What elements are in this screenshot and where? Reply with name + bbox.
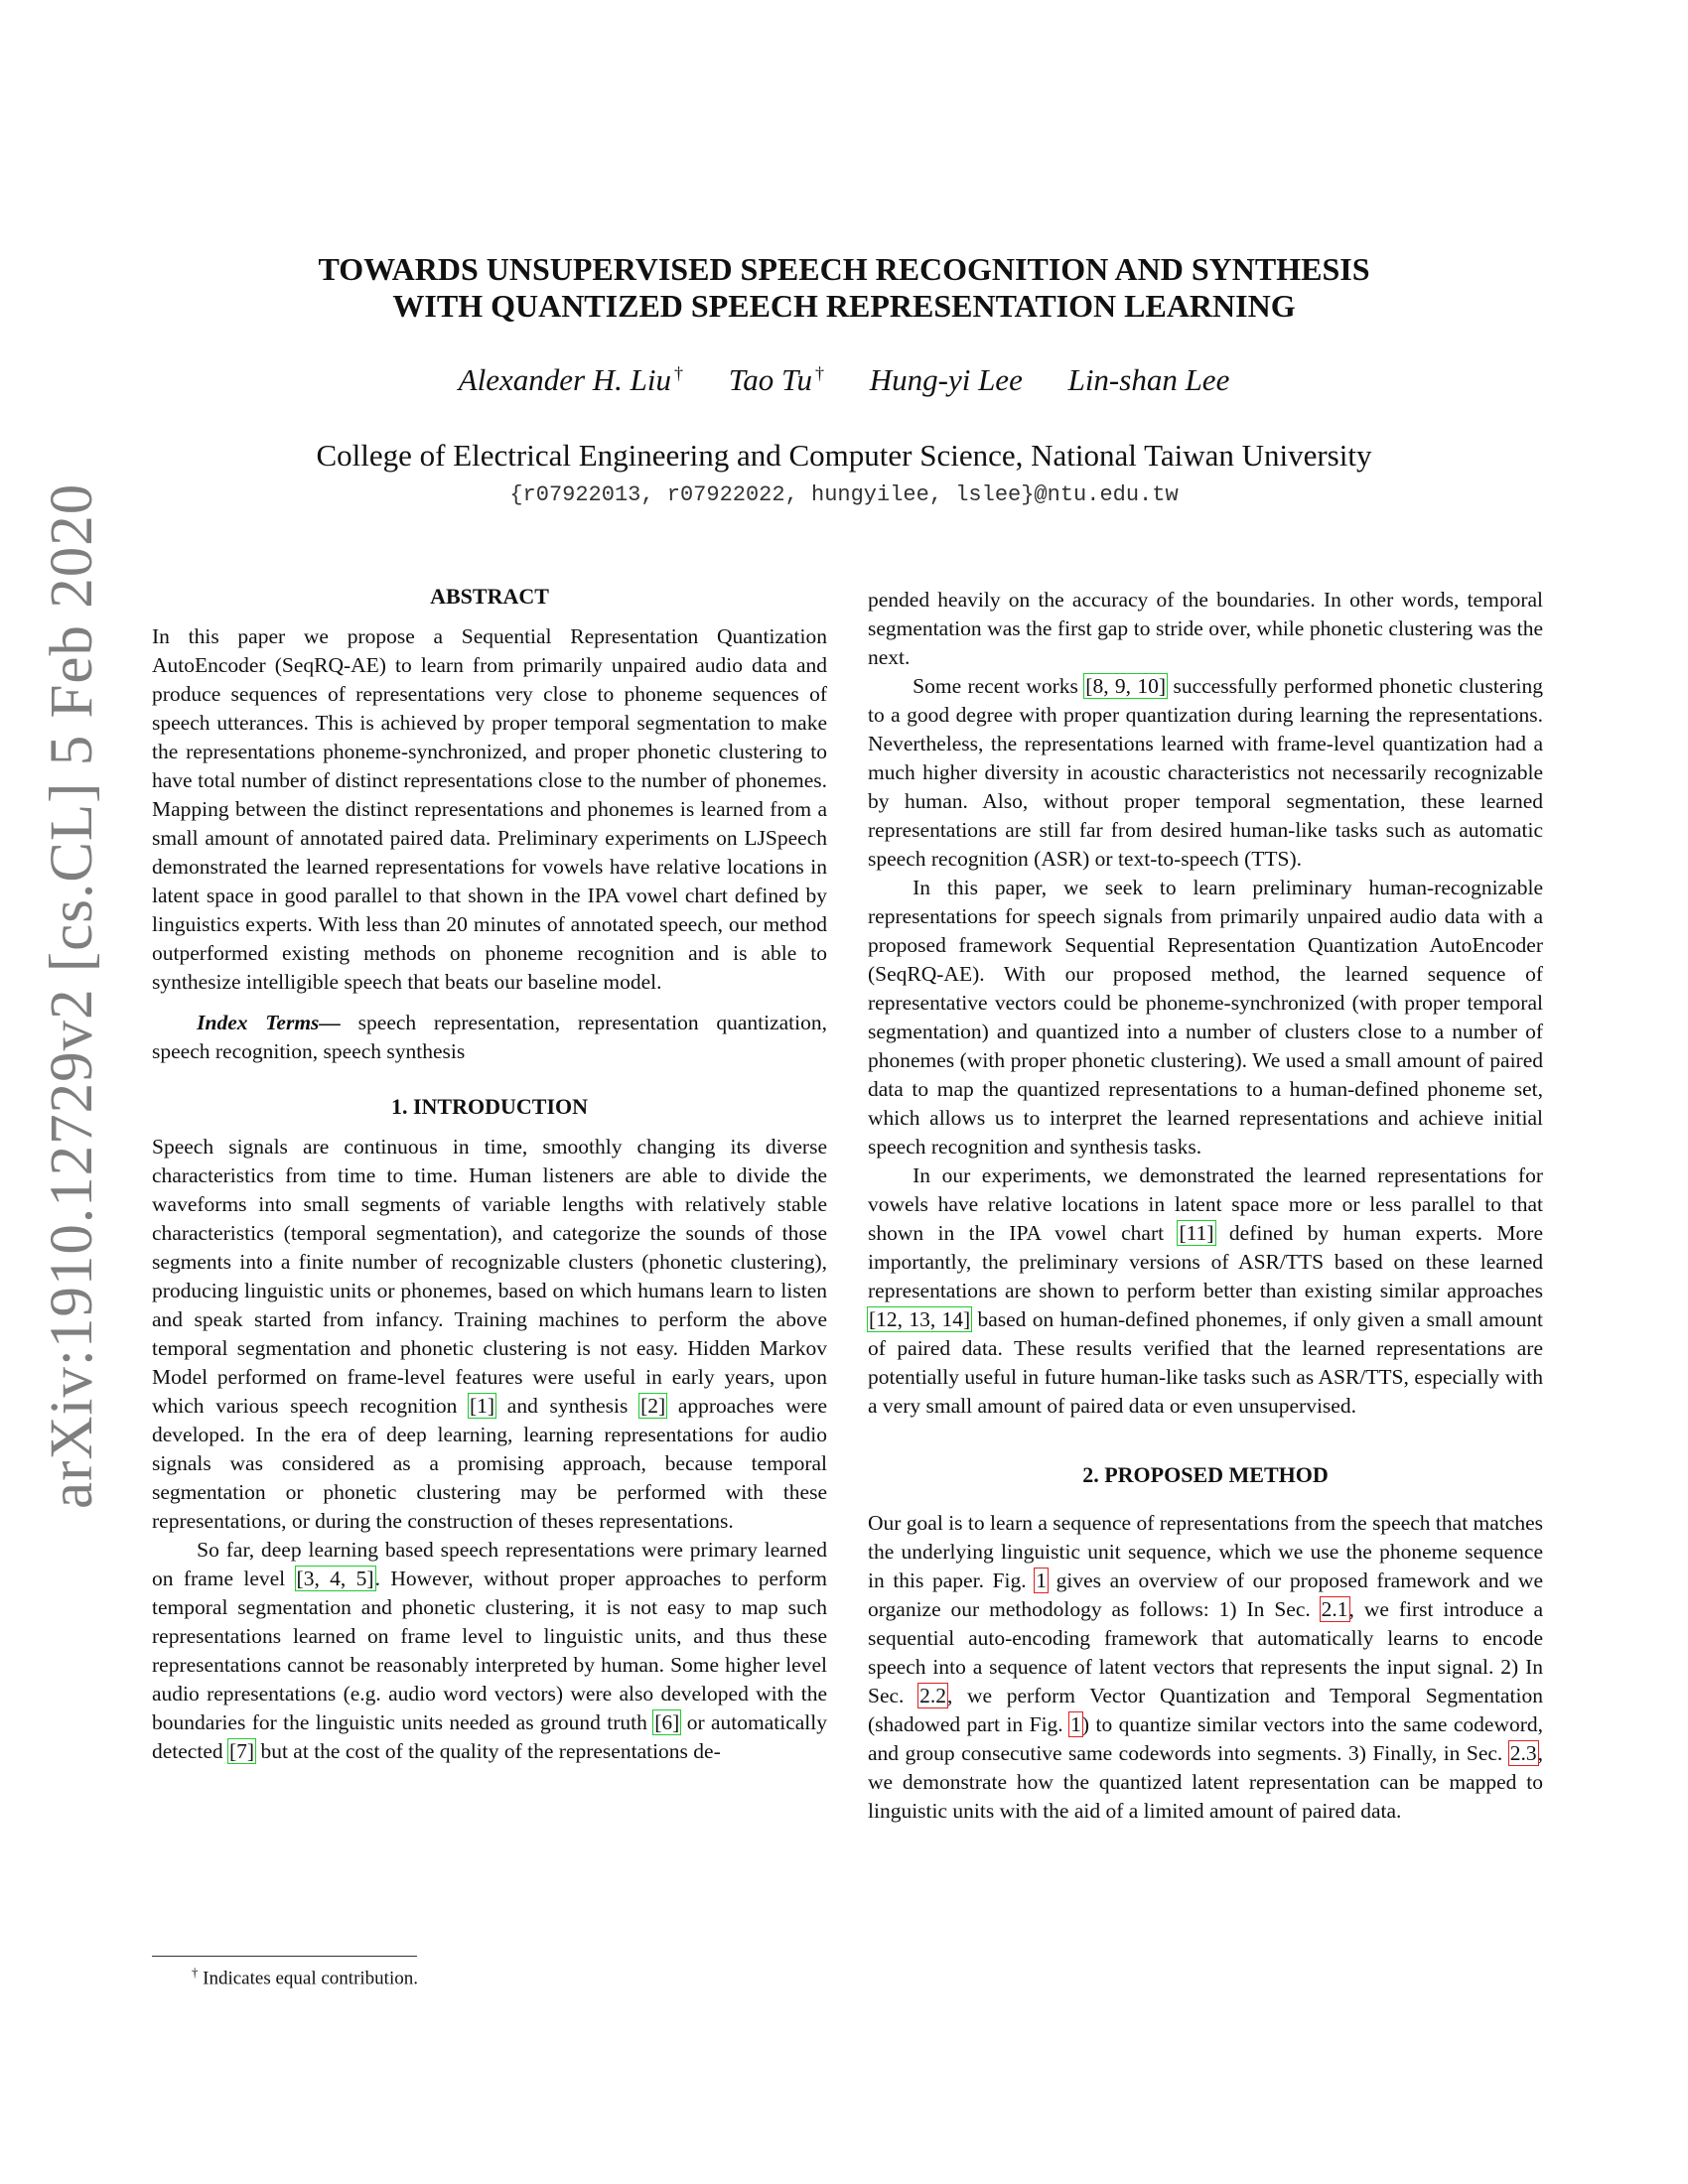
intro-paragraph-continued: pended heavily on the accuracy of the boundaries. In other words, temporal segmentation was the first gap to stride over, while phonetic clustering was the next. bbox=[868, 588, 1543, 669]
author: Alexander H. Liu † bbox=[458, 362, 684, 397]
citation-link[interactable]: [2] bbox=[640, 1394, 666, 1418]
intro-paragraph-4: In this paper, we seek to learn preliminary human-recognizable representations for speech signals from primarily unpaired audio data with a proposed framework Sequential Representation Quantization AutoEncoder (SeqRQ-AE). With our proposed method, the learned sequence of representative vectors could be phoneme-synchronized (with proper temporal segmentation) and quantized into a number of clusters close to a number of phonemes (with proper phonetic clustering). We used a small amount of paired data to map the quantized representations to a human-defined phoneme set, which allows us to interpret the learned representations and achieve initial speech recognition and synthesis tasks. bbox=[868, 876, 1543, 1159]
right-column bbox=[868, 586, 1543, 1826]
intro-paragraph-5: In our experiments, we demonstrated the learned representations for vowels have relative locations in latent space more or less parallel to that shown in the IPA vowel chart [11] defined by human experts. More importantly, the preliminary versions of ASR/TTS based on these learned representations are shown to perform better than existing similar approaches [12, 13, 14] based on human-defined phonemes, if only given a small amount of paired data. These results verified that the learned representations are potentially useful in future human-like tasks such as ASR/TTS, especially with a very small amount of paired data or even unsupervised. bbox=[868, 1163, 1543, 1418]
intro-paragraph-3: Some recent works [8, 9, 10] successfully performed phonetic clustering to a good degree with proper quantization during learning the representations. Nevertheless, the representations learned with frame-level quantization had a much higher diversity in acoustic characteristics not necessarily recognizable by human. Also, without proper temporal segmentation, these learned representations are still far from desired human-like tasks such as automatic speech recognition (ASR) or text-to-speech (TTS). bbox=[868, 674, 1543, 871]
citation-link[interactable]: [12, 13, 14] bbox=[869, 1307, 971, 1331]
section-link[interactable]: 2.2 bbox=[919, 1684, 946, 1707]
title-line-1: TOWARDS UNSUPERVISED SPEECH RECOGNITION AND SYNTHESIS bbox=[318, 251, 1370, 287]
citation-link[interactable]: [11] bbox=[1179, 1221, 1214, 1245]
figure-link[interactable]: 1 bbox=[1070, 1712, 1081, 1736]
citation-link[interactable]: [6] bbox=[654, 1710, 680, 1734]
citation-link[interactable]: [8, 9, 10] bbox=[1085, 674, 1167, 698]
author: Tao Tu † bbox=[728, 362, 824, 397]
section-link[interactable]: 2.1 bbox=[1321, 1597, 1348, 1621]
email-line: {r07922013, r07922022, hungyilee, lslee}@ntu.edu.tw bbox=[509, 482, 1179, 507]
author: Lin-shan Lee bbox=[1067, 362, 1230, 397]
intro-paragraph-2: So far, deep learning based speech representations were primary learned on frame level [3, 4, 5]. However, without proper approaches to perform temporal segmentation and phonetic clustering, it is not easy to map such representations learned on frame level to linguistic units, and thus these representations cannot be reasonably interpreted by human. Some higher level audio representations (e.g. audio word vectors) were also developed with the boundaries for the linguistic units needed as ground truth [6] or automatically detected [7] but at the cost of the quality of the representations de- bbox=[152, 1538, 827, 1763]
citation-link[interactable]: [3, 4, 5] bbox=[296, 1567, 374, 1590]
footnote: † Indicates equal contribution. bbox=[191, 1965, 418, 1989]
affiliation: College of Electrical Engineering and Computer Science, National Taiwan University bbox=[316, 438, 1372, 473]
author-list bbox=[149, 362, 1539, 398]
paper-title bbox=[149, 251, 1539, 325]
method-paragraph: Our goal is to learn a sequence of representations from the speech that matches the underlying linguistic unit sequence, which we use the phoneme sequence in this paper. Fig. 1 gives an overview of our proposed framework and we organize our methodology as follows: 1) In Sec. 2.1, we first introduce a sequential auto-encoding framework that automatically learns to encode speech into a sequence of latent vectors that represents the input signal. 2) In Sec. 2.2, we perform Vector Quantization and Temporal Segmentation (shadowed part in Fig. 1) to quantize similar vectors into the same codeword, and group consecutive same codewords into segments. 3) Finally, in Sec. 2.3, we demonstrate how the quantized latent representation can be mapped to linguistic units with the aid of a limited amount of paired data. bbox=[868, 1511, 1544, 1823]
abstract-text: In this paper we propose a Sequential Representation Quantization AutoEncoder (SeqRQ-AE) to learn from primarily unpaired audio data and produce sequences of representations very close to phoneme sequences of speech utterances. This is achieved by proper temporal segmentation to make the representations phoneme-synchronized, and proper phonetic clustering to have total number of distinct representations close to the number of phonemes. Mapping between the distinct representations and phonemes is learned from a small amount of annotated paired data. Preliminary experiments on LJSpeech demonstrated the learned representations for vowels have relative locations in latent space in good parallel to that shown in the IPA vowel chart defined by linguistics experts. With less than 20 minutes of annotated speech, our method outperformed existing methods on phoneme recognition and is able to synthesize intelligible speech that beats our baseline model. bbox=[152, 624, 827, 994]
title-line-2: WITH QUANTIZED SPEECH REPRESENTATION LEARNING bbox=[392, 288, 1296, 324]
intro-heading: 1. INTRODUCTION bbox=[390, 1094, 589, 1119]
author: Hung-yi Lee bbox=[869, 362, 1023, 397]
arxiv-stamp: arXiv:1910.12729v2 [cs.CL] 5 Feb 2020 bbox=[39, 482, 105, 1509]
section-link[interactable]: 2.3 bbox=[1509, 1741, 1537, 1765]
left-column bbox=[152, 582, 827, 1766]
figure-link[interactable]: 1 bbox=[1036, 1569, 1047, 1592]
method-heading: 2. PROPOSED METHOD bbox=[1082, 1462, 1329, 1487]
citation-link[interactable]: [7] bbox=[229, 1739, 255, 1763]
index-terms-label: Index Terms— bbox=[197, 1011, 341, 1034]
abstract-heading: ABSTRACT bbox=[430, 584, 549, 609]
citation-link[interactable]: [1] bbox=[470, 1394, 495, 1418]
index-terms: Index Terms— speech representation, representation quantization, speech recognition, speech synthesis bbox=[152, 1011, 827, 1063]
intro-paragraph-1: Speech signals are continuous in time, smoothly changing its diverse characteristics from time to time. Human listeners are able to divide the waveforms into small segments of variable lengths with relatively stable characteristics (temporal segmentation), and categorize the sounds of those segments into a finite number of recognizable clusters (phonetic clustering), producing linguistic units or phonemes, based on which humans learn to listen and speak started from infancy. Training machines to perform the above temporal segmentation and phonetic clustering is not easy. Hidden Markov Model performed on frame-level features were useful in early years, upon which various speech recognition [1] and synthesis [2] approaches were developed. In the era of deep learning, learning representations for audio signals was considered as a promising approach, because temporal segmentation or phonetic clustering may be performed with these representations, or during the construction of theses representations. bbox=[152, 1135, 827, 1533]
footnote-rule bbox=[152, 1956, 417, 1957]
